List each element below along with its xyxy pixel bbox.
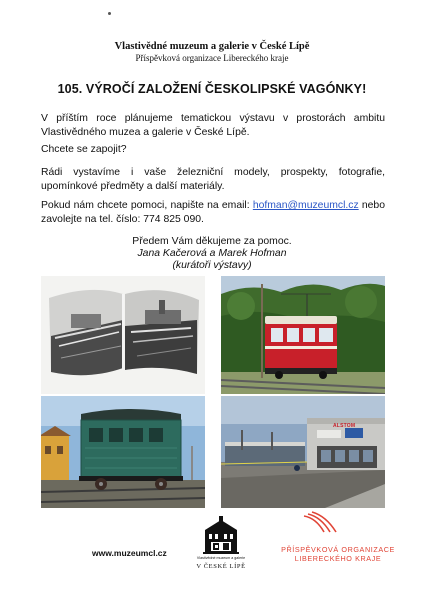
contact-text-before: Pokud nám chcete pomoci, napište na email: bbox=[41, 200, 253, 211]
letterhead bbox=[0, 41, 424, 63]
thanks-line: Předem Vám děkujeme za pomoc. bbox=[132, 236, 292, 247]
email-link[interactable]: hofman@muzeumcl.cz bbox=[252, 200, 359, 211]
footer-website[interactable]: www.muzeumcl.cz bbox=[92, 548, 167, 558]
alstom-sign-text: ALSTOM bbox=[333, 423, 356, 429]
scan-speck bbox=[108, 12, 111, 15]
museum-logo-caption: Vlastivědné muzeum a galerie bbox=[196, 556, 246, 560]
kraj-line-1: PŘÍSPĚVKOVÁ ORGANIZACE bbox=[281, 545, 395, 554]
liberec-region-logo-icon bbox=[300, 510, 340, 544]
photo-red-tram bbox=[221, 276, 385, 394]
paragraph-contact bbox=[41, 199, 385, 226]
museum-logo-city: V ČESKÉ LÍPĚ bbox=[196, 563, 246, 570]
contact-text-after: nebo zavolejte na tel. číslo: 774 825 090. bbox=[41, 200, 385, 225]
kraj-line-2: LIBERECKÉHO KRAJE bbox=[294, 554, 382, 563]
curator-role: (kurátoři výstavy) bbox=[172, 260, 252, 271]
liberec-region-text bbox=[268, 545, 408, 563]
photo-historic-factory bbox=[41, 276, 205, 394]
paragraph-question: Chcete se zapojit? bbox=[41, 144, 127, 155]
organization-name: Vlastivědné muzeum a galerie v České Lípě bbox=[114, 41, 310, 52]
page-title: 105. VÝROČÍ ZALOŽENÍ ČESKOLIPSKÉ VAGÓNKY! bbox=[57, 82, 367, 96]
photo-green-wagon bbox=[41, 396, 205, 508]
curator-names: Jana Kačerová a Marek Hofman bbox=[137, 248, 287, 259]
signature-block bbox=[0, 236, 424, 272]
paragraph-materials: Rádi vystavíme i vaše železniční modely, prospekty, fotografie, upomínkové předměty a další materiály. bbox=[41, 167, 385, 192]
organization-subtitle: Příspěvková organizace Libereckého kraje bbox=[135, 53, 289, 63]
photo-alstom-factory bbox=[221, 396, 385, 508]
paragraph-exhibition: V příštím roce plánujeme tematickou výstavu v prostorách ambitu Vlastivědného muzea a galerie v České Lípě. bbox=[41, 113, 385, 138]
